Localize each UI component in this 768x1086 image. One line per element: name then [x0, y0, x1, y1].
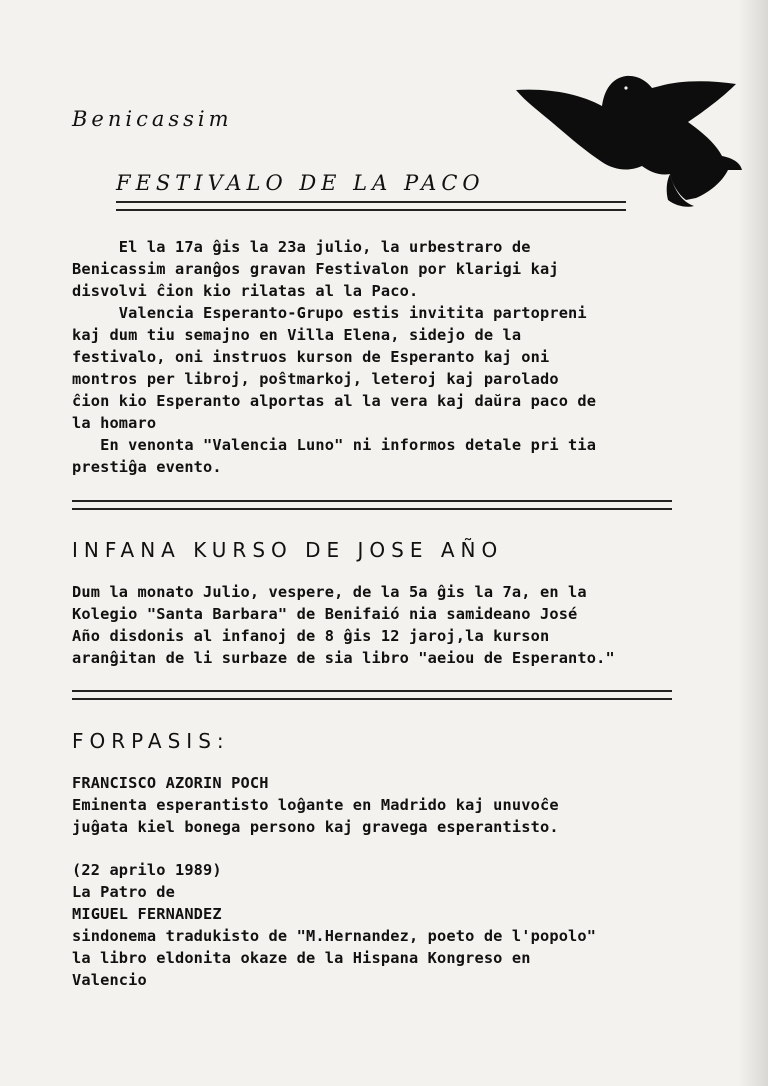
- title-underline: [116, 201, 626, 211]
- dove-icon: [510, 66, 746, 212]
- body-line: prestiĝa evento.: [72, 458, 222, 476]
- obituary-title: FORPASIS:: [72, 729, 230, 753]
- section-divider: [72, 500, 672, 510]
- body-line: juĝata kiel bonega persono kaj gravega esperantisto.: [72, 818, 559, 836]
- person-name: MIGUEL FERNANDEZ: [72, 905, 222, 923]
- body-line: ĉion kio Esperanto alportas al la vera kaj daŭra paco de: [72, 392, 597, 410]
- body-line: El la 17a ĝis la 23a julio, la urbestraro de: [72, 238, 531, 256]
- section-divider: [72, 690, 672, 700]
- body-line: Año disdonis al infanoj de 8 ĝis 12 jaroj,la kurson: [72, 627, 550, 645]
- person-name: FRANCISCO AZORIN POCH: [72, 774, 269, 792]
- body-line: Eminenta esperantisto loĝante en Madrido kaj unuvoĉe: [72, 796, 559, 814]
- body-line: festivalo, oni instruos kurson de Esperanto kaj oni: [72, 348, 550, 366]
- body-line: Kolegio "Santa Barbara" de Benifaió nia samideano José: [72, 605, 578, 623]
- body-line: Benicassim aranĝos gravan Festivalon por klarigi kaj: [72, 260, 559, 278]
- obituary-date: (22 aprilo 1989): [72, 861, 222, 879]
- body-line: Valencio: [72, 971, 147, 989]
- festival-title: FESTIVALO DE LA PACO: [116, 171, 485, 195]
- body-line: aranĝitan de li surbaze de sia libro "aeiou de Esperanto.": [72, 649, 615, 667]
- body-line: Dum la monato Julio, vespere, de la 5a ĝis la 7a, en la: [72, 583, 587, 601]
- course-title: INFANA KURSO DE JOSE AÑO: [72, 538, 504, 562]
- body-line: la homaro: [72, 414, 157, 432]
- body-line: disvolvi ĉion kio rilatas al la Paco.: [72, 282, 419, 300]
- body-line: sindonema tradukisto de "M.Hernandez, poeto de l'popolo": [72, 927, 597, 945]
- relation-line: La Patro de: [72, 883, 175, 901]
- place-heading: Benicassim: [72, 107, 233, 131]
- body-line: montros per libroj, poŝtmarkoj, leteroj kaj parolado: [72, 370, 559, 388]
- body-line: En venonta "Valencia Luno" ni informos detale pri tia: [72, 436, 597, 454]
- body-line: kaj dum tiu semajno en Villa Elena, sidejo de la: [72, 326, 522, 344]
- body-line: la libro eldonita okaze de la Hispana Kongreso en: [72, 949, 531, 967]
- body-line: Valencia Esperanto-Grupo estis invitita partopreni: [72, 304, 587, 322]
